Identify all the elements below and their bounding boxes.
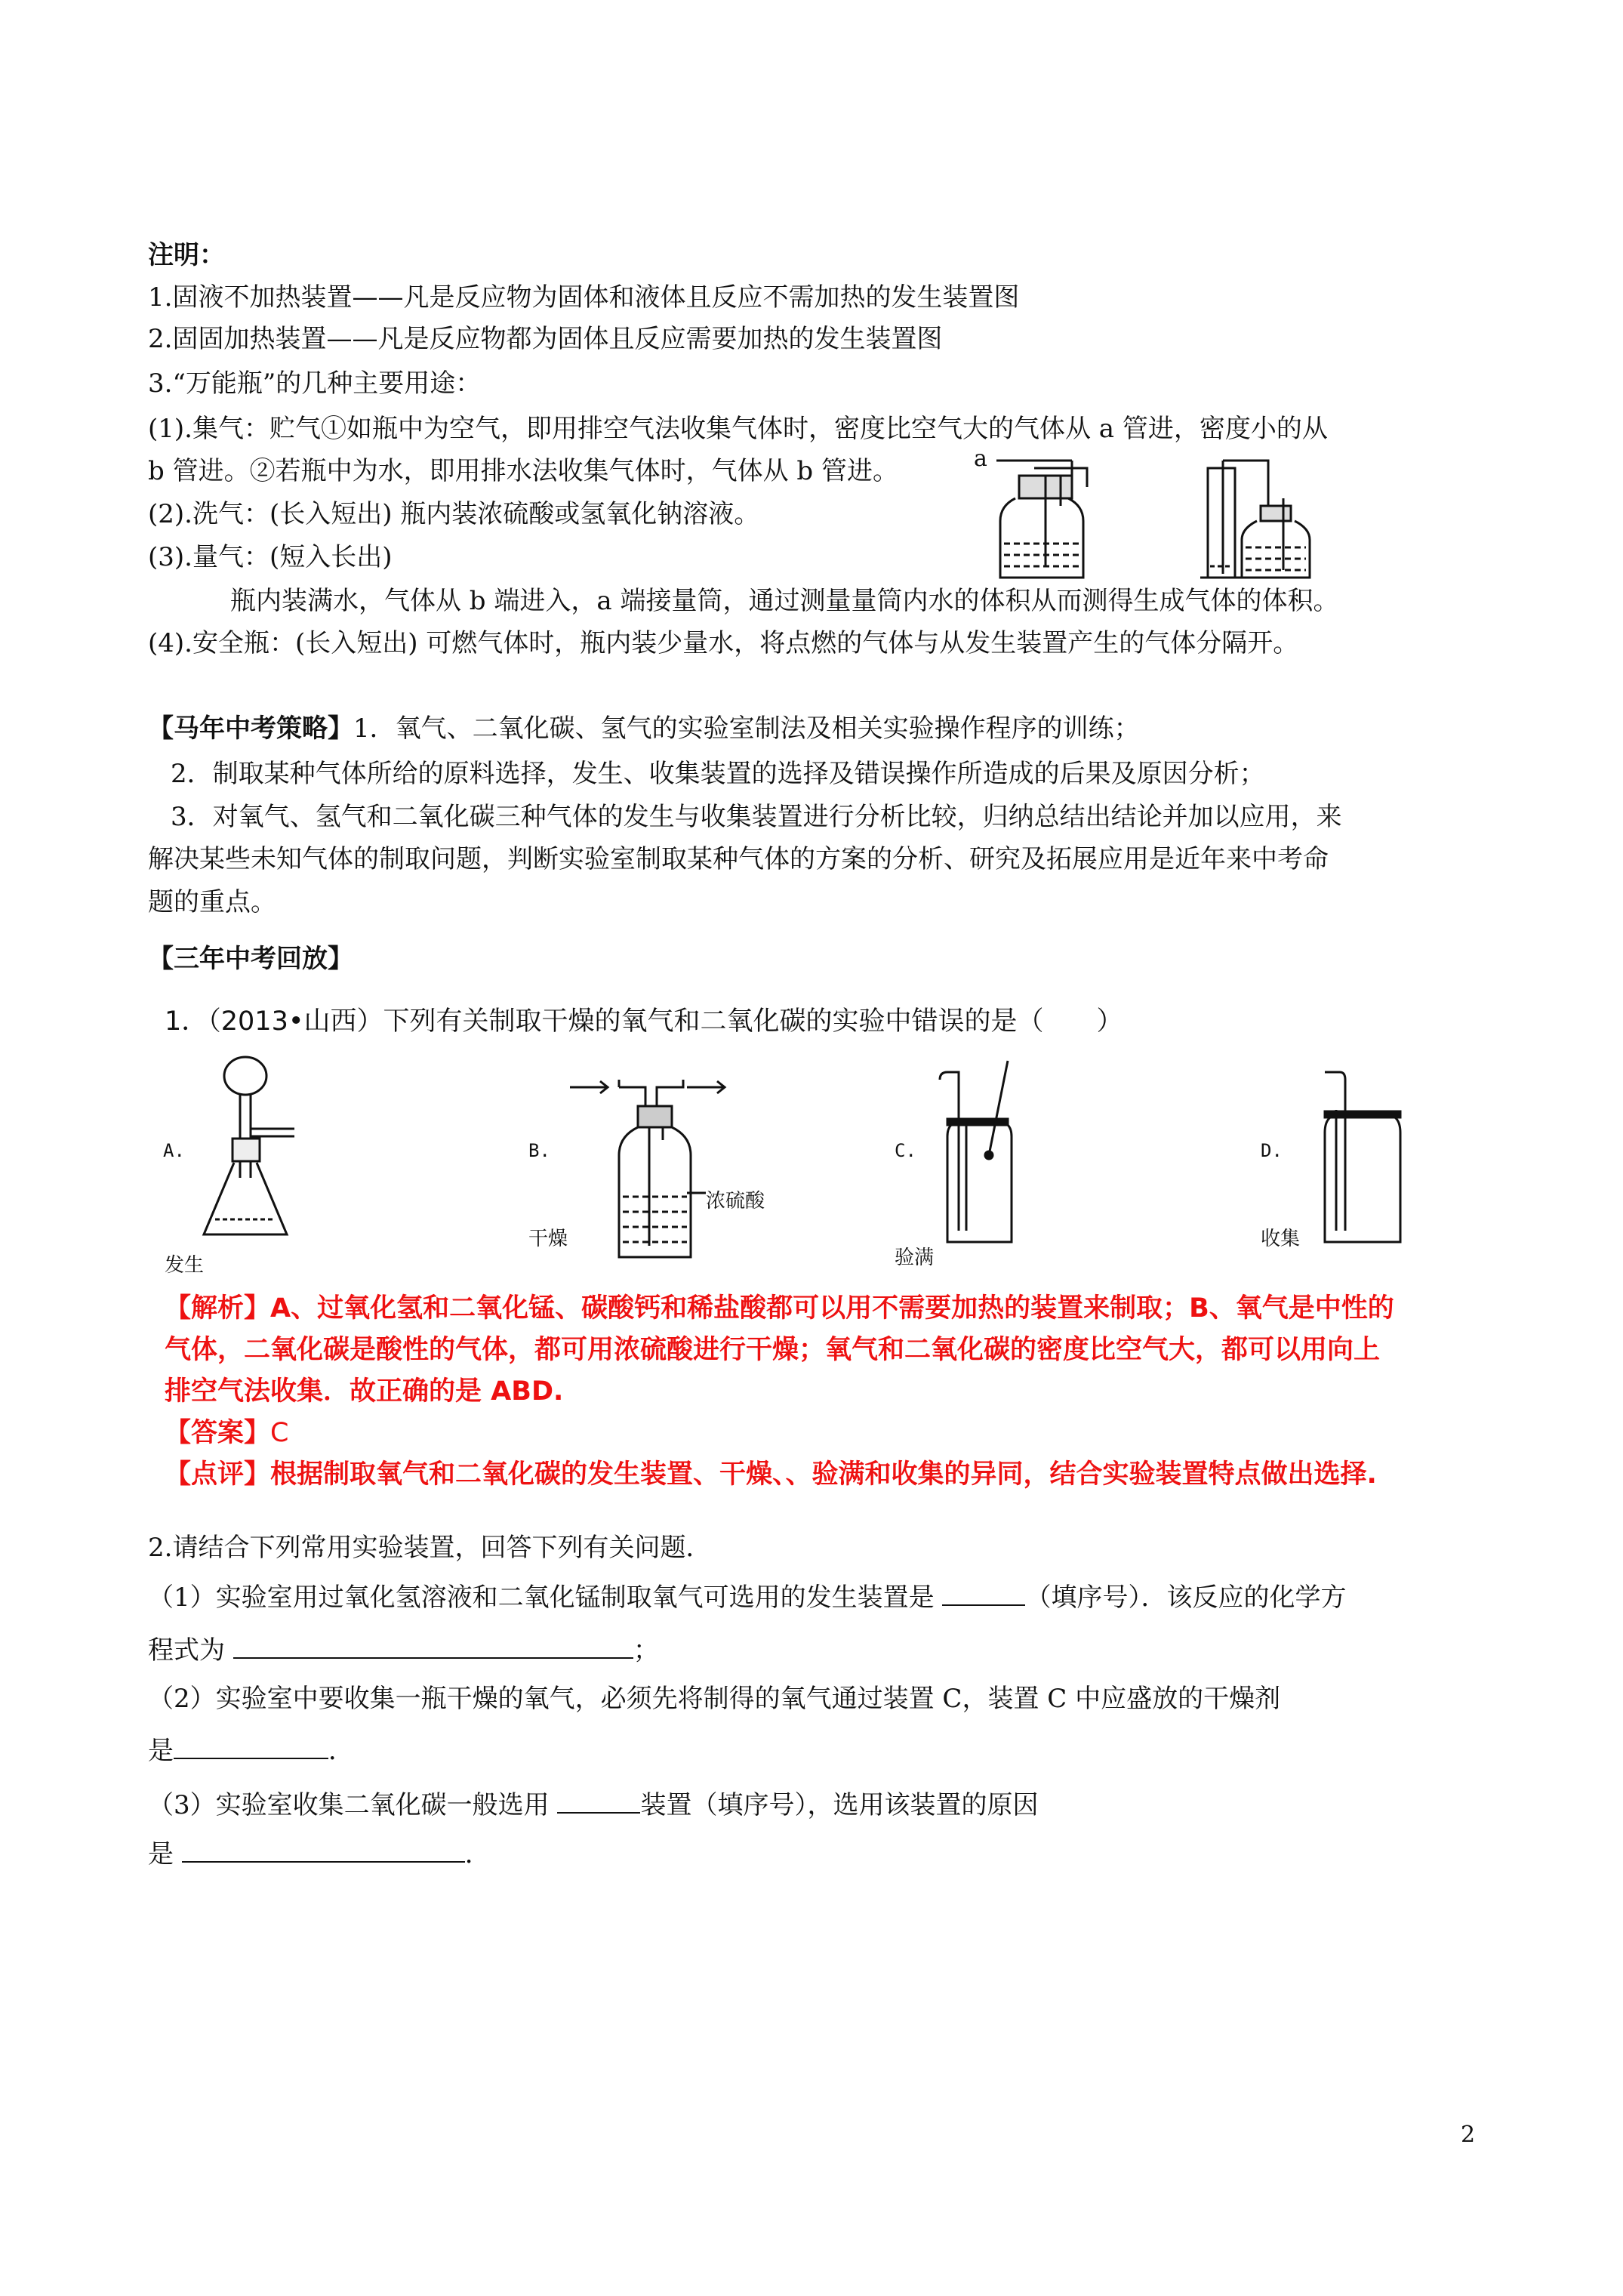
comment-text: 根据制取氧气和二氧化碳的发生装置、干燥、、验满和收集的异同，结合实验装置特点做出选择.: [270, 1459, 1377, 1490]
question-2-part-1a: [148, 1582, 1346, 1613]
bottle-use-4: (4).安全瓶：(长入短出) 可燃气体时，瓶内装少量水，将点燃的气体与从发生装置产生的气体分隔开。: [148, 628, 1299, 658]
analysis-line-2: 气体，二氧化碳是酸性的气体，都可用浓硫酸进行干燥；氧气和二氧化碳的密度比空气大，都可以用向上: [165, 1335, 1381, 1365]
strategy-line-1: [148, 713, 1140, 744]
q2-p3-text-d: ．: [464, 1839, 491, 1869]
q2-p1-text-c: 程式为: [148, 1635, 225, 1666]
answer-blank-3[interactable]: [174, 1735, 328, 1759]
figure-label-a: a: [974, 445, 987, 472]
question-2-part-3a: [148, 1789, 1038, 1820]
analysis-line-1: [165, 1287, 1394, 1325]
flask-apparatus-figure: [189, 1049, 340, 1253]
notes-heading: 注明：: [148, 240, 225, 270]
bottle-use-3: (3).量气：(短入长出): [148, 542, 393, 572]
collection-bottle-figure: [1306, 1057, 1427, 1253]
question-2-part-3b: [148, 1838, 491, 1869]
comment-tag: 【点评】: [165, 1459, 271, 1490]
q2-p1-text-d: ；: [633, 1635, 659, 1666]
answer-tag: 【答案】: [165, 1418, 271, 1448]
universal-bottle-figure: [981, 453, 1344, 581]
note-line-1: 1.固液不加热装置——凡是反应物为固体和液体且反应不需加热的发生装置图: [148, 282, 1020, 313]
option-d-label: D.: [1261, 1140, 1283, 1161]
answer-blank-4[interactable]: [557, 1789, 640, 1814]
question-2-part-2b: [148, 1735, 354, 1766]
strategy-item-3b: 解决某些未知气体的制取问题，判断实验室制取某种气体的方案的分析、研究及拓展应用是近年来中考命: [148, 844, 1329, 874]
analysis-tag: 【解析】: [165, 1293, 271, 1324]
analysis-text-1: A、过氧化氢和二氧化锰、碳酸钙和稀盐酸都可以用不需要加热的装置来制取；B、氧气是中性的: [270, 1293, 1394, 1324]
question-2-intro: 2.请结合下列常用实验装置，回答下列有关问题．: [148, 1533, 712, 1563]
bottle-use-1a: (1).集气：贮气①如瓶中为空气，即用排空气法收集气体时，密度比空气大的气体从 a 管进，密度小的从: [148, 414, 1328, 444]
q2-p3-text-a: （3）实验室收集二氧化碳一般选用: [148, 1790, 550, 1820]
option-a-label: A.: [163, 1140, 185, 1161]
option-d-caption: 收集: [1261, 1228, 1301, 1250]
q2-p3-text-c: 是: [148, 1839, 174, 1869]
option-b-caption: 干燥: [528, 1228, 568, 1250]
answer-blank-1[interactable]: [942, 1582, 1025, 1606]
answer-line: [165, 1412, 288, 1450]
strategy-item-3a: 3．对氧气、氢气和二氧化碳三种气体的发生与收集装置进行分析比较，归纳总结出结论并加以应用，来: [171, 802, 1342, 832]
check-full-bottle-figure: [936, 1057, 1042, 1253]
bottle-use-3b: 瓶内装满水，气体从 b 端进入，a 端接量筒，通过测量量筒内水的体积从而测得生成气体的体积。: [230, 586, 1339, 616]
acid-label: 浓硫酸: [706, 1190, 765, 1213]
q2-p1-text-a: （1）实验室用过氧化氢溶液和二氧化锰制取氧气可选用的发生装置是: [148, 1583, 935, 1613]
analysis-line-3: 排空气法收集．故正确的是 ABD.: [165, 1376, 564, 1407]
q2-p2-text-b: 是: [148, 1736, 174, 1766]
comment-line: [165, 1453, 1377, 1491]
option-a-caption: 发生: [165, 1254, 205, 1277]
note-line-2: 2.固固加热装置——凡是反应物都为固体且反应需要加热的发生装置图: [148, 324, 943, 354]
q2-p3-text-b: 装置（填序号），选用该装置的原因: [640, 1790, 1039, 1820]
page-number: 2: [1461, 2122, 1476, 2148]
note-line-3: 3.“万能瓶”的几种主要用途：: [148, 368, 482, 399]
question-2-part-1b: [148, 1635, 659, 1666]
review-title: 【三年中考回放】: [148, 944, 353, 974]
q2-p1-text-b: （填序号）．该反应的化学方: [1025, 1583, 1347, 1613]
strategy-item-2: 2．制取某种气体所给的原料选择，发生、收集装置的选择及错误操作所造成的后果及原因分析；: [171, 759, 1265, 789]
strategy-title: 【马年中考策略】: [148, 713, 353, 744]
question-2-part-2a: （2）实验室中要收集一瓶干燥的氧气，必须先将制得的氧气通过装置 C，装置 C 中应盛放的干燥剂: [148, 1684, 1281, 1714]
option-b-label: B.: [528, 1140, 550, 1161]
answer-value: C: [270, 1418, 289, 1448]
option-c-label: C.: [895, 1140, 916, 1161]
q2-p2-text-c: ．: [328, 1736, 354, 1766]
wash-bottle-figure: [566, 1065, 747, 1261]
answer-blank-5[interactable]: [182, 1838, 465, 1863]
option-c-caption: 验满: [895, 1247, 935, 1269]
strategy-item-1: 1．氧气、二氧化碳、氢气的实验室制法及相关实验操作程序的训练；: [353, 713, 1140, 744]
answer-blank-2[interactable]: [233, 1635, 633, 1659]
bottle-use-2: (2).洗气：(长入短出) 瓶内装浓硫酸或氢氧化钠溶液。: [148, 499, 760, 529]
bottle-use-1b: b 管进。②若瓶中为水，即用排水法收集气体时，气体从 b 管进。: [148, 456, 898, 486]
question-1: 1．（2013•山西）下列有关制取干燥的氧气和二氧化碳的实验中错误的是（ ）: [165, 1006, 1123, 1037]
strategy-item-3c: 题的重点。: [148, 887, 276, 917]
